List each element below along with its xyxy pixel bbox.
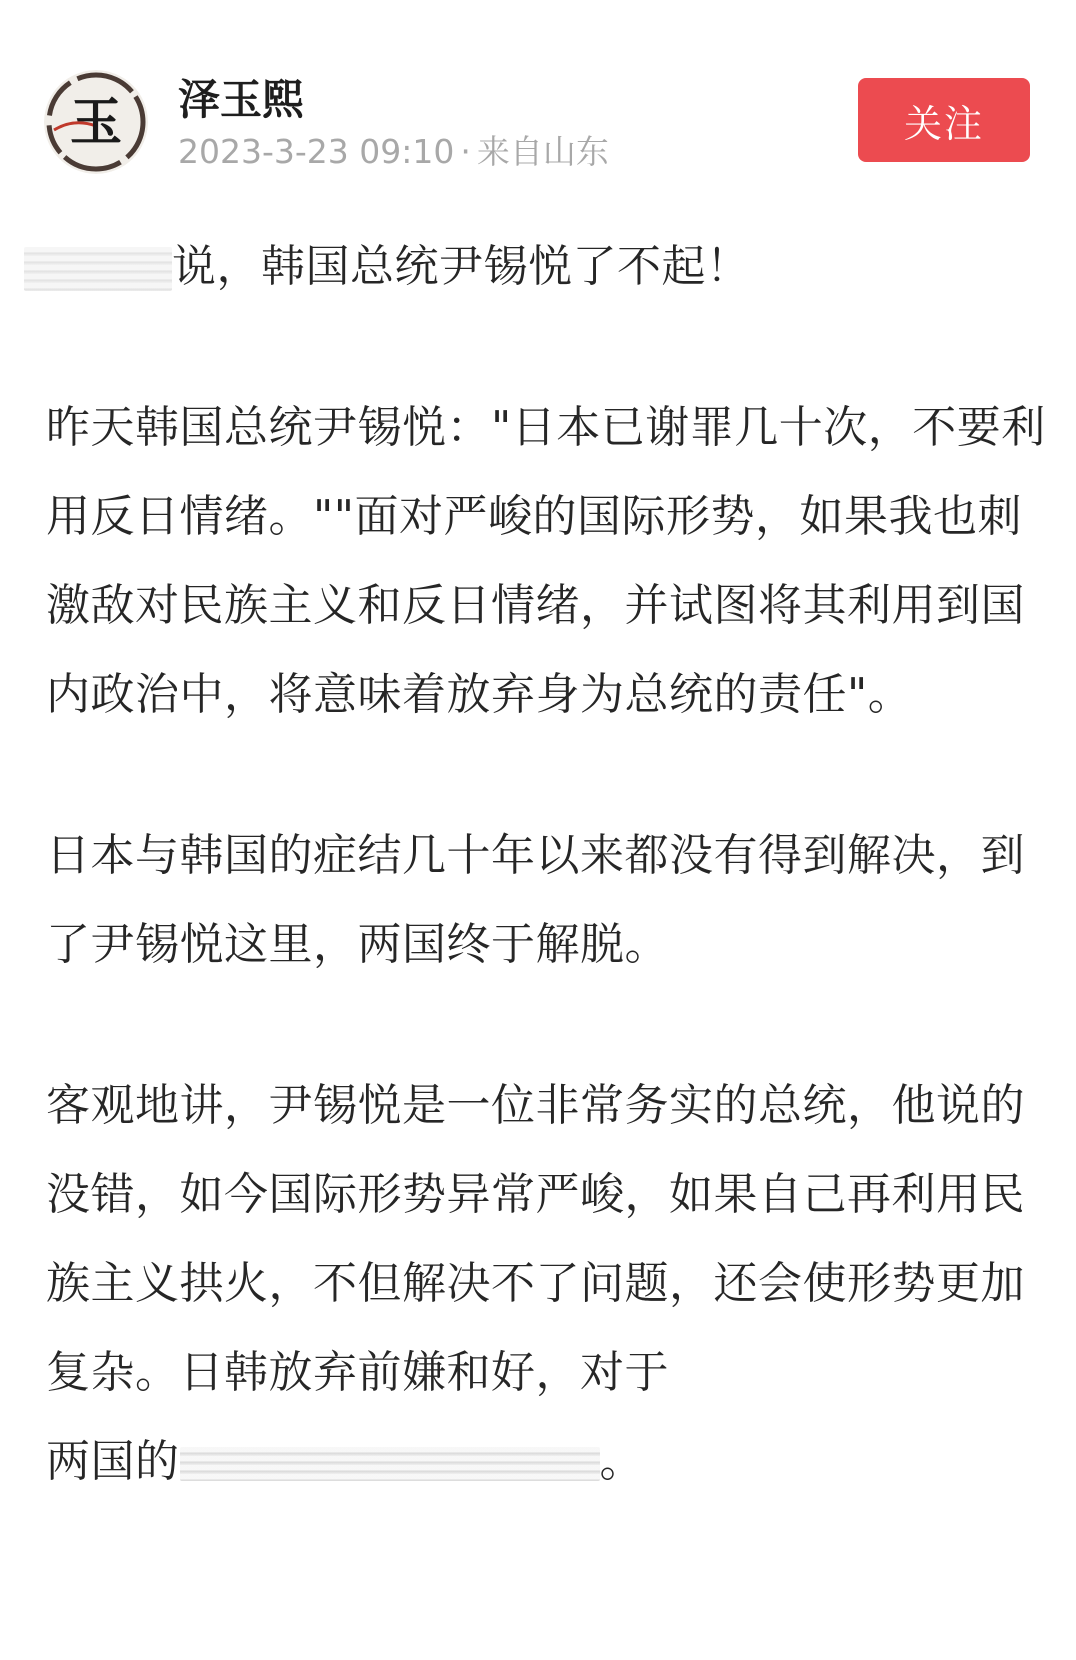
post-header	[0, 0, 1076, 190]
paragraph-text: 说，韩国总统尹锡悦了不起！	[172, 241, 751, 292]
paragraph-text: 客观地讲，尹锡悦是一位非常务实的总统，他说的没错，如今国际形势异常严峻，如果自己再利用民族主义拱火，不但解决不了问题，还会使形势更加复杂。日韩放弃前嫌和好，对于	[46, 1080, 1025, 1398]
svg-text:玉: 玉	[69, 92, 123, 153]
avatar[interactable]	[44, 70, 148, 174]
meta-separator: ·	[460, 132, 471, 171]
article-paragraph-1	[46, 222, 1046, 311]
article-paragraph-4	[46, 1061, 1046, 1506]
paragraph-text: 两国的	[46, 1436, 180, 1487]
article-paragraph-2: 昨天韩国总统尹锡悦："日本已谢罪几十次，不要利用反日情绪。""面对严峻的国际形势，如果我也刺激敌对民族主义和反日情绪，并试图将其利用到国内政治中，将意味着放弃身为总统的责任"。	[46, 402, 1046, 720]
post-location: 来自山东	[476, 132, 609, 171]
article-paragraph-3: 日本与韩国的症结几十年以来都没有得到解决，到了尹锡悦这里，两国终于解脱。	[46, 830, 1025, 970]
article-body	[46, 222, 1046, 1506]
follow-button-label: 关注	[903, 101, 984, 146]
post-timestamp: 2023-3-23 09:10	[178, 132, 455, 171]
follow-button[interactable]	[858, 78, 1030, 162]
avatar-seal-icon	[44, 70, 148, 174]
author-name[interactable]: 泽玉熙	[178, 75, 305, 124]
redacted-text	[180, 1447, 600, 1481]
redacted-text	[24, 247, 172, 291]
paragraph-text: 。	[599, 1436, 644, 1487]
post-meta	[178, 130, 609, 174]
